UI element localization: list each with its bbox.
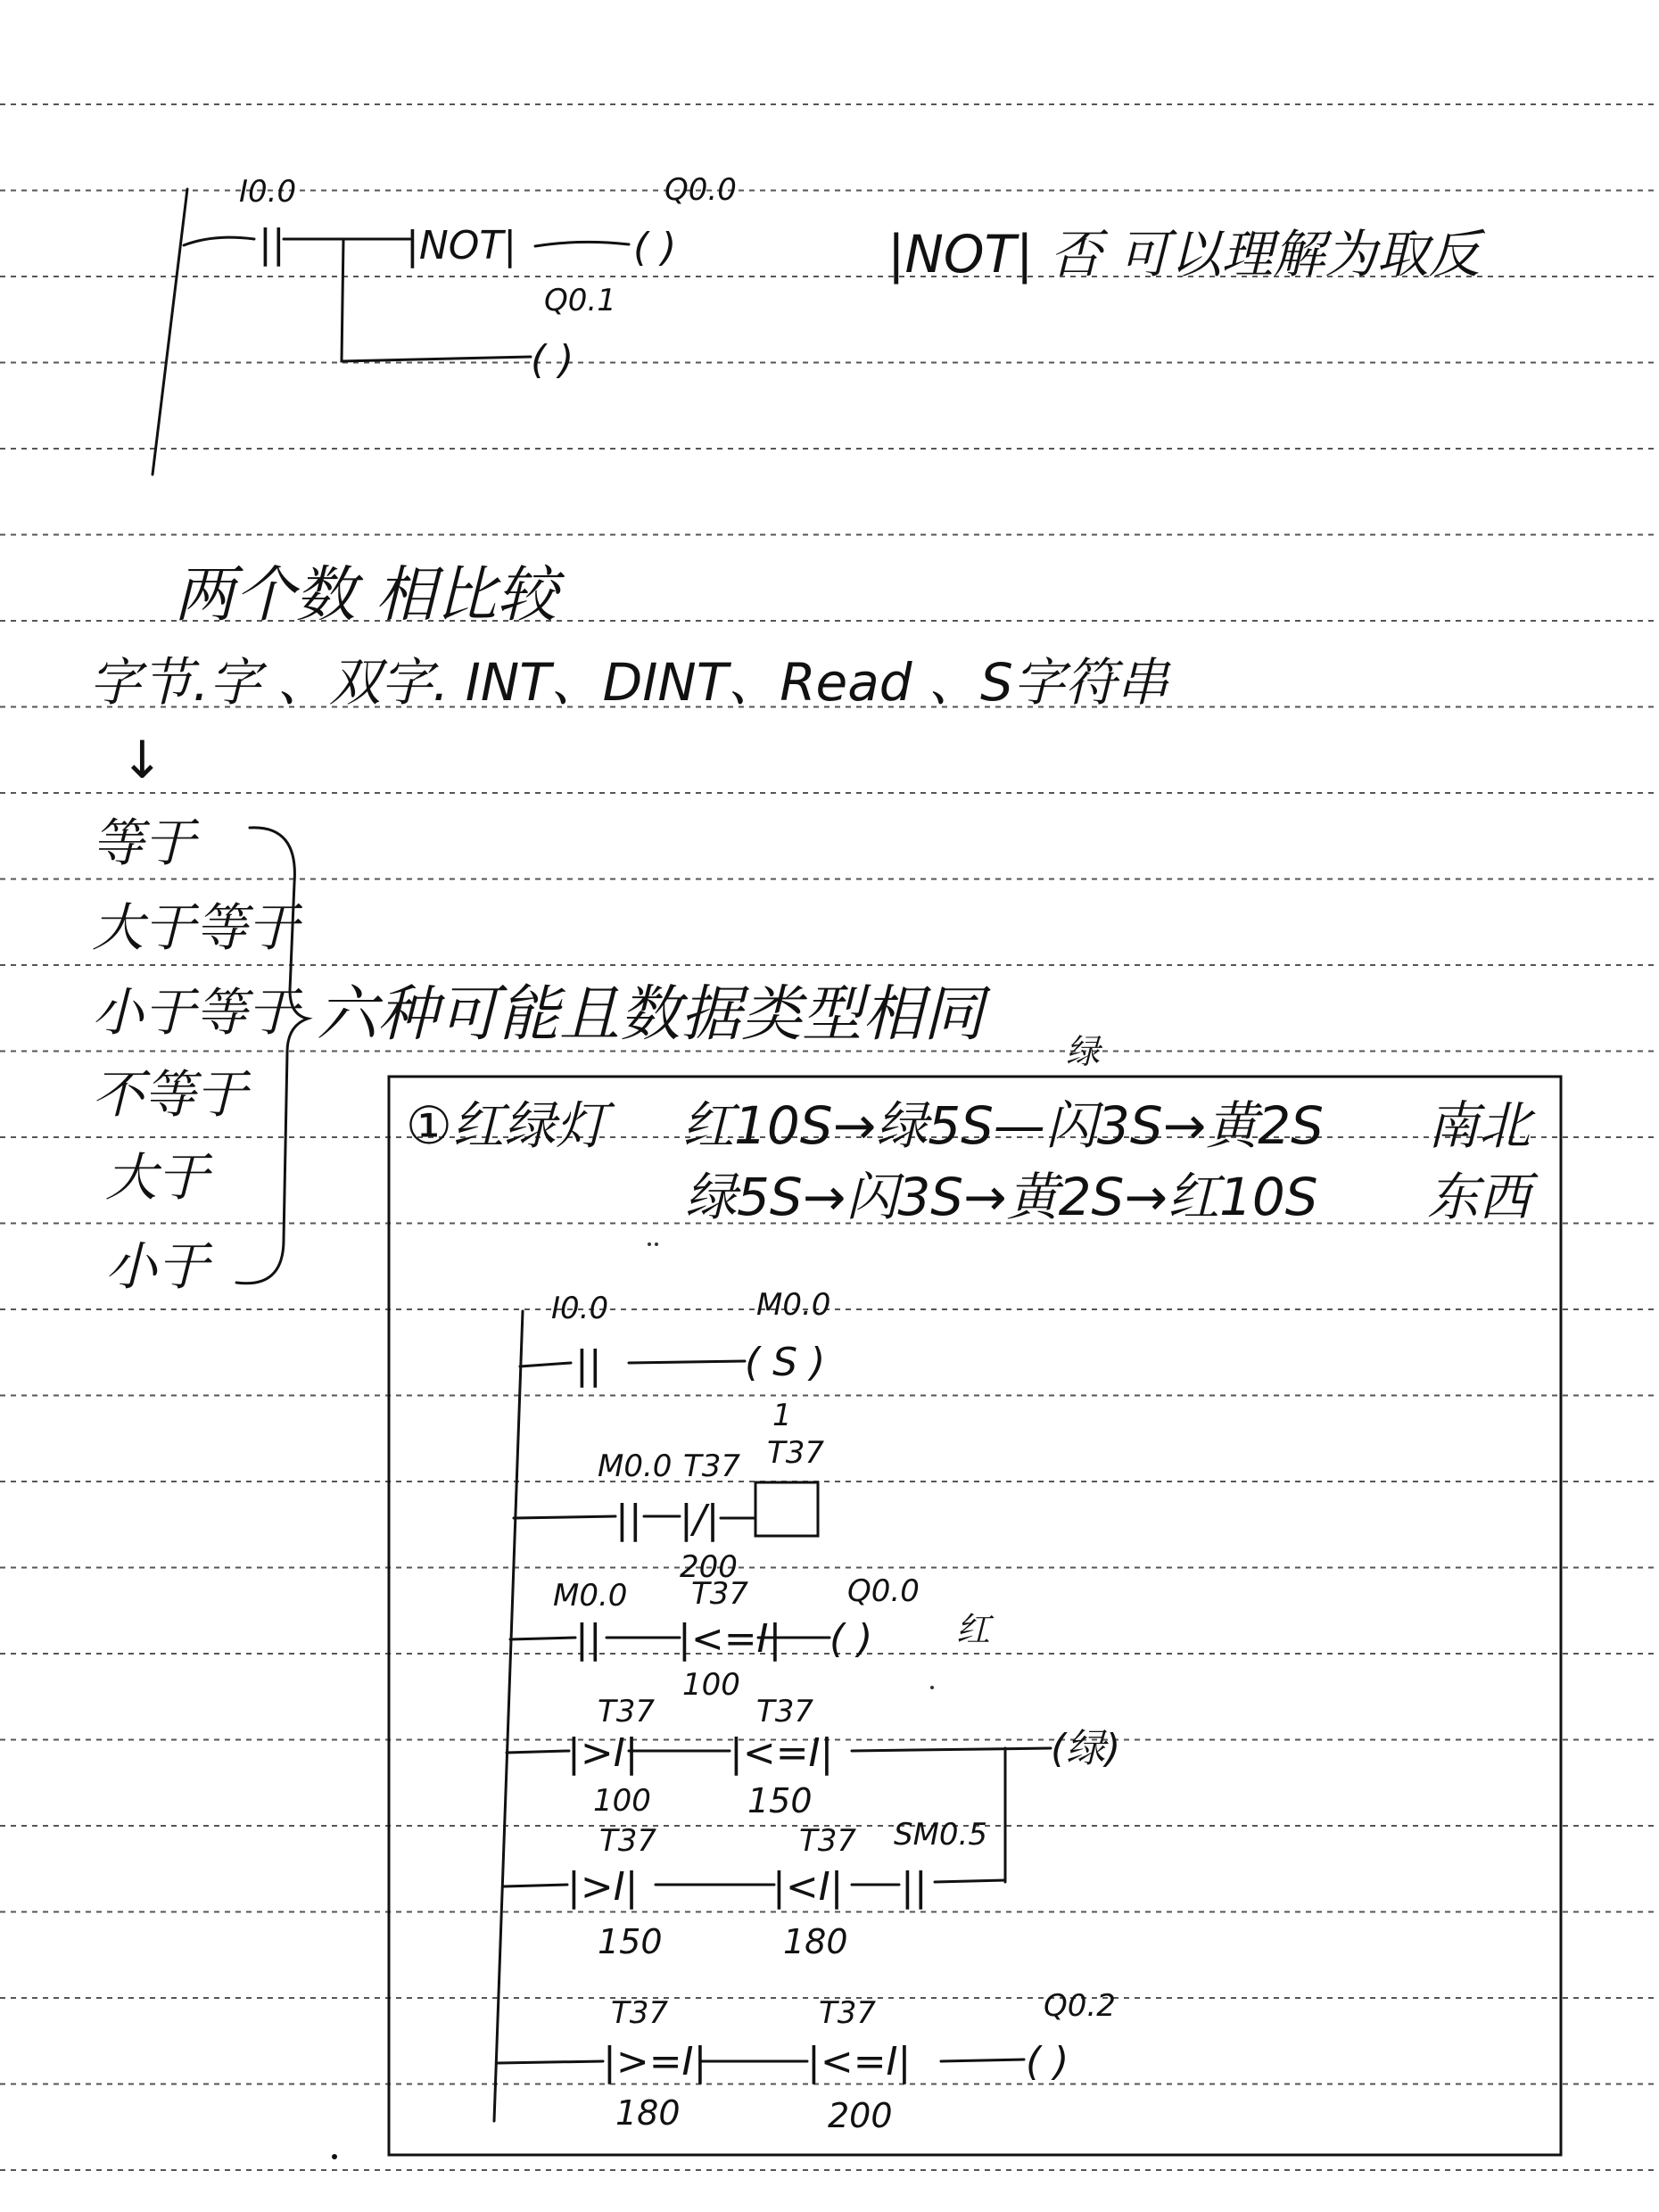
coil-label: Q0.2 [1044, 1988, 1116, 2024]
compare-label: T37 [611, 1995, 669, 2031]
contact-symbol: || [575, 1616, 602, 1662]
coil-label: Q0.0 [847, 1573, 920, 1609]
operator-item: 不等于 [92, 1064, 248, 1125]
direction-ew: 东西 [1427, 1167, 1531, 1227]
sequence-ew: 绿5S→闪3S→黄2S→红10S [685, 1167, 1318, 1227]
not-ladder-diagram [153, 172, 1485, 475]
compare-block: |<=I| [730, 1730, 834, 1776]
power-rail [494, 1311, 523, 2121]
contact-symbol: || [259, 221, 285, 267]
set-coil: ( S ) [745, 1340, 826, 1385]
compare-value: 150 [598, 1922, 663, 1961]
compare-block: |>I| [567, 1730, 639, 1776]
contact-label: M0.0 [553, 1578, 628, 1614]
wire [498, 2059, 1024, 2063]
coil-note: 红 [956, 1610, 991, 1649]
coil: ( ) [1026, 2039, 1069, 2084]
arrow-down-icon: ↓ [120, 730, 164, 790]
contact-symbol: || [615, 1497, 642, 1542]
coil-q01-label: Q0.1 [544, 283, 616, 318]
contact-label: I0.0 [551, 1291, 609, 1326]
operator-item: 小于等于 [92, 982, 300, 1043]
contact-label: M0.0 [598, 1449, 673, 1484]
operator-item: 等于 [92, 813, 196, 873]
coil-q00-label: Q0.0 [664, 172, 737, 208]
direction-ns: 南北 [1427, 1095, 1531, 1156]
operator-item: 小于 [105, 1236, 210, 1297]
contact-label: T37 [683, 1449, 741, 1484]
rung-3 [510, 1573, 995, 1703]
compare-title: 两个数 相比较 [174, 560, 557, 631]
coil: ( ) [830, 1616, 873, 1662]
correction-note: 绿 [1066, 1032, 1101, 1071]
data-types: 字节.字 、双字. INT、DINT、Read 、S字符串 [89, 652, 1168, 713]
contact-symbol: || [901, 1864, 928, 1910]
compare-label: T37 [756, 1694, 814, 1729]
timer-box [755, 1482, 818, 1536]
dot-mark [332, 2154, 337, 2159]
preset-value: 200 [680, 1549, 738, 1585]
wire [535, 242, 629, 246]
contact-symbol: |/| [680, 1497, 720, 1542]
dot-mark [930, 1686, 934, 1689]
not-block: |NOT| [406, 223, 517, 268]
compare-label: T37 [598, 1694, 656, 1729]
coil-q00: ( ) [633, 225, 677, 270]
traffic-light-box [389, 1032, 1561, 2155]
traffic-title: ①红绿灯 [406, 1095, 607, 1156]
compare-label: T37 [819, 1995, 877, 2031]
compare-block: |<=I| [807, 2039, 912, 2084]
dot-mark [655, 1242, 658, 1246]
compare-value: 180 [615, 2093, 681, 2133]
compare-block: |<=I| [678, 1616, 782, 1662]
rung-6 [498, 1988, 1116, 2135]
coil-q01: ( ) [531, 337, 574, 383]
coil: (绿) [1051, 1726, 1121, 1771]
wire [184, 237, 254, 245]
dot-mark [648, 1242, 651, 1246]
operator-item: 大于等于 [92, 897, 300, 958]
compare-label: T37 [799, 1823, 857, 1859]
wire [520, 1361, 745, 1366]
contact-symbol: || [575, 1342, 602, 1388]
brace-icon [236, 828, 308, 1283]
not-note: |NOT| 否 可以理解为取反 [887, 224, 1481, 285]
rung-5 [504, 1817, 1005, 1961]
power-rail [153, 189, 187, 475]
summary: 六种可能且数据类型相同 [317, 979, 985, 1050]
compare-label: T37 [691, 1576, 749, 1612]
compare-value: 180 [783, 1922, 848, 1961]
rung-2 [514, 1435, 824, 1585]
coil-value: 1 [772, 1398, 792, 1433]
coil-label: M0.0 [756, 1287, 831, 1323]
operator-item: 大于 [105, 1147, 210, 1208]
compare-value: 100 [593, 1783, 651, 1819]
timer-label: T37 [767, 1435, 825, 1471]
compare-block: |>=I| [603, 2039, 707, 2084]
compare-label: T37 [599, 1823, 657, 1859]
input-label: I0.0 [239, 174, 297, 210]
contact-label: SM0.5 [894, 1817, 987, 1853]
compare-value: 200 [828, 2096, 893, 2135]
compare-value: 150 [747, 1781, 813, 1820]
sequence-ns: 红10S→绿5S—闪3S→黄2S [682, 1095, 1324, 1156]
compare-block: |<I| [772, 1864, 844, 1910]
compare-value: 100 [682, 1667, 740, 1703]
compare-block: |>I| [567, 1864, 639, 1910]
